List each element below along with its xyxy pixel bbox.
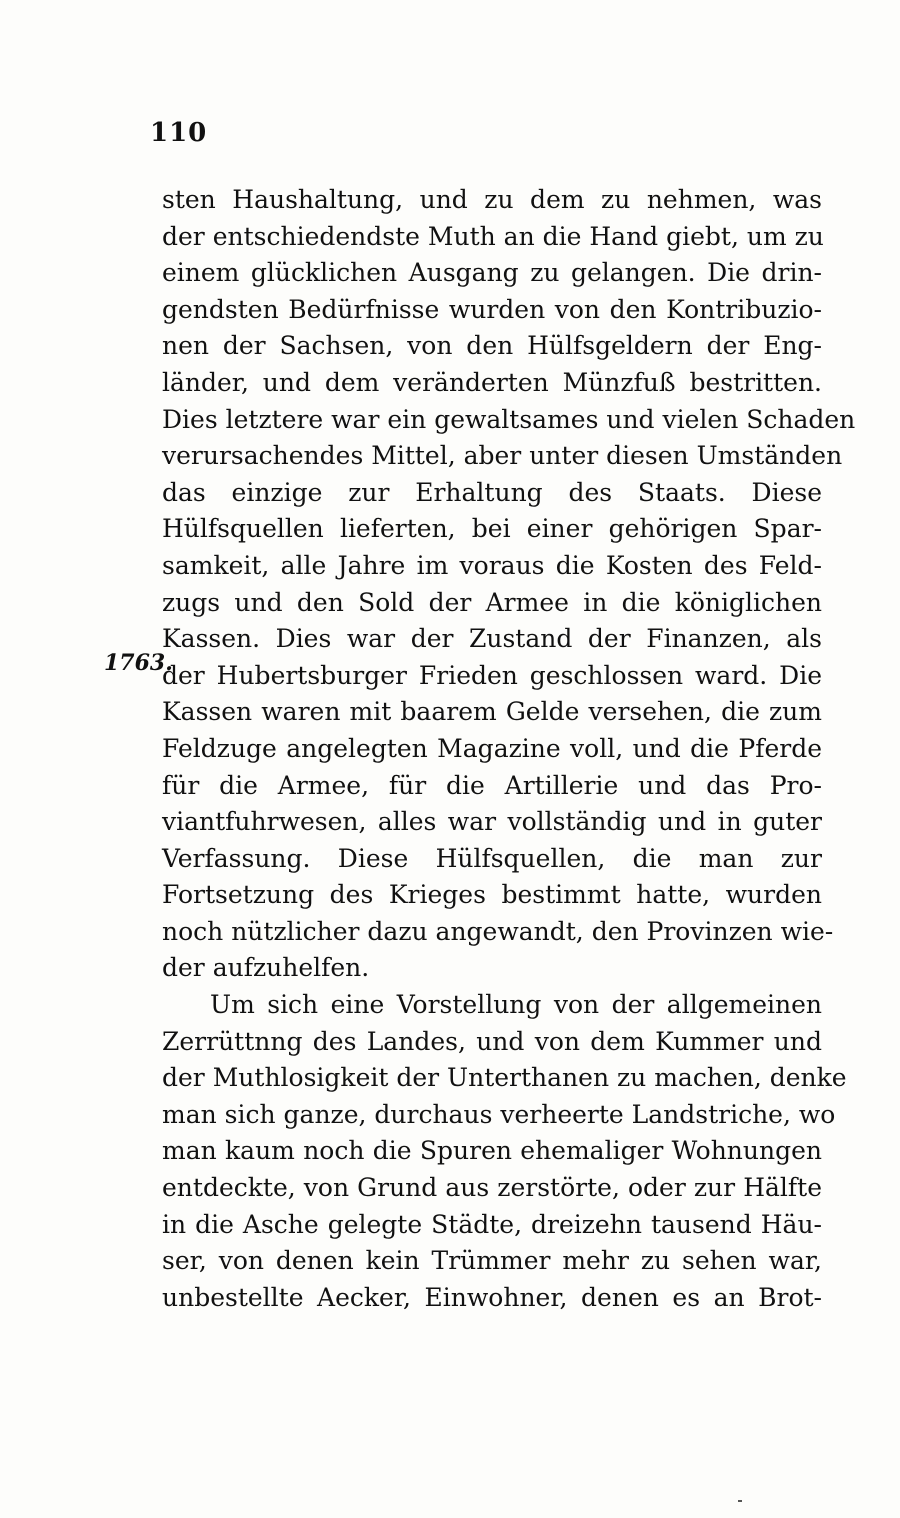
text-line: sten Haushaltung, und zu dem zu nehmen, was (162, 185, 822, 214)
text-line: der aufzuhelfen. (162, 953, 370, 983)
text-line: entdeckte, von Grund aus zerstörte, oder zur Hälfte (162, 1173, 822, 1203)
text-line: samkeit, alle Jahre im voraus die Kosten des Feld- (162, 550, 822, 580)
text-line: Zerrüttnng des Landes, und von dem Kummer und (162, 1026, 822, 1056)
ink-speck (738, 1500, 742, 1502)
text-line: Verfassung. Diese Hülfsquellen, die man zur (162, 843, 822, 873)
paragraph-start-line: Um sich eine Vorstellung von der allgemeinen (210, 990, 822, 1020)
text-line: in die Asche gelegte Städte, dreizehn tausend Häu- (162, 1209, 822, 1239)
text-line: noch nützlicher dazu angewandt, den Provinzen wie- (162, 916, 834, 946)
body-text (162, 182, 856, 1316)
text-line: ser, von denen kein Trümmer mehr zu sehen war, (162, 1246, 822, 1276)
text-line: unbestellte Aecker, Einwohner, denen es an Brot- (162, 1282, 822, 1312)
text-line: zugs und den Sold der Armee in die königlichen (162, 587, 822, 617)
text-line: das einzige zur Erhaltung des Staats. Diese (162, 477, 822, 507)
margin-year-note: 1763. (104, 650, 173, 676)
text-line: länder, und dem veränderten Münzfuß bestritten. (162, 367, 822, 397)
text-line: der entschiedendste Muth an die Hand giebt, um zu (162, 221, 824, 251)
text-line: Feldzuge angelegten Magazine voll, und die Pferde (162, 733, 822, 763)
text-line: Kassen. Dies war der Zustand der Finanzen, als (162, 624, 822, 654)
page-number: 110 (150, 118, 208, 148)
text-line: gendsten Bedürfnisse wurden von den Kontribuzio- (162, 294, 822, 324)
text-line: viantfuhrwesen, alles war vollständig und in guter (162, 807, 822, 837)
text-line: man kaum noch die Spuren ehemaliger Wohnungen (162, 1136, 822, 1166)
text-line: einem glücklichen Ausgang zu gelangen. Die drin- (162, 258, 822, 288)
text-line: Dies letztere war ein gewaltsames und vielen Schaden (162, 404, 856, 434)
text-line: der Hubertsburger Frieden geschlossen ward. Die (162, 660, 822, 690)
text-line: verursachendes Mittel, aber unter diesen Umständen (162, 441, 843, 471)
text-line: nen der Sachsen, von den Hülfsgeldern der Eng- (162, 331, 822, 361)
text-line: für die Armee, für die Artillerie und das Pro- (162, 770, 822, 800)
text-line: Kassen waren mit baarem Gelde versehen, die zum (162, 697, 822, 727)
text-line: der Muthlosigkeit der Unterthanen zu machen, denke (162, 1063, 847, 1093)
text-line: Fortsetzung des Krieges bestimmt hatte, wurden (162, 880, 822, 910)
text-line: Hülfsquellen lieferten, bei einer gehörigen Spar- (162, 514, 822, 544)
text-line: man sich ganze, durchaus verheerte Landstriche, wo (162, 1099, 836, 1129)
